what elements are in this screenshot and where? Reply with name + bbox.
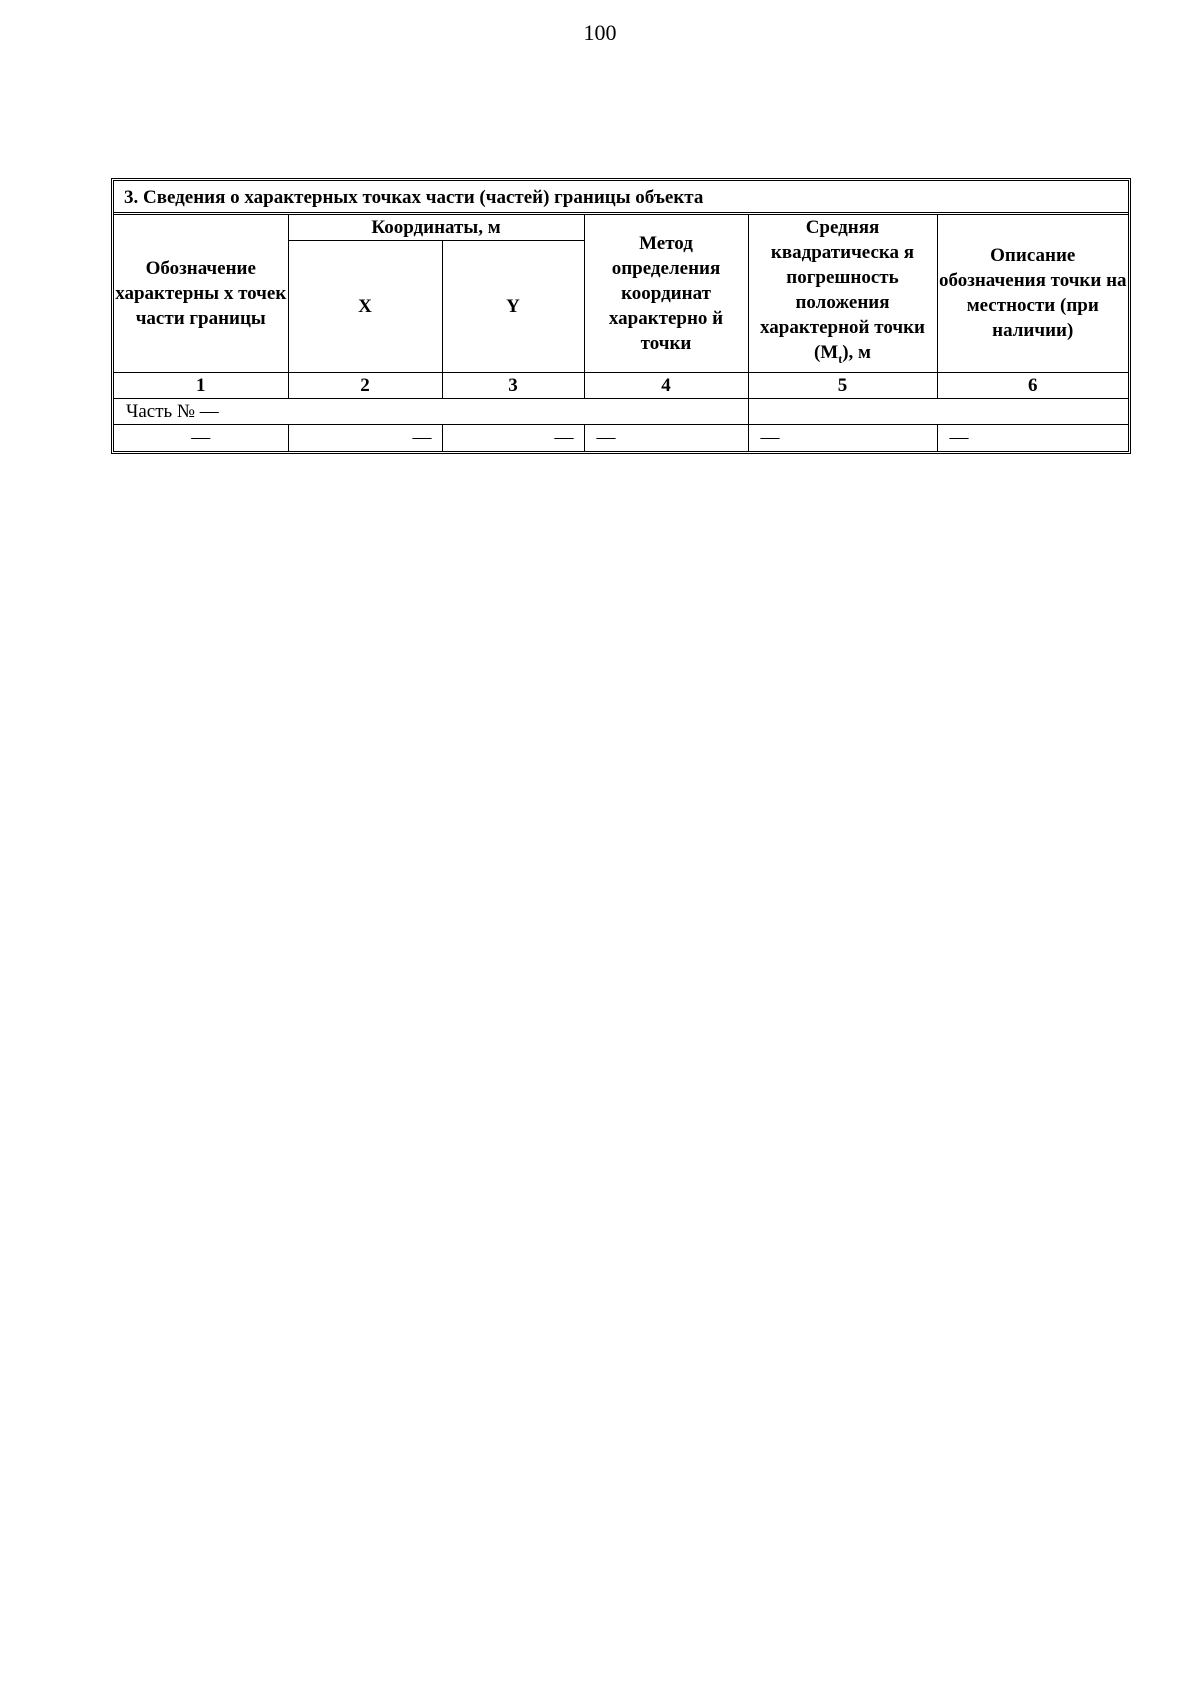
cell-y: — [442,424,584,451]
part-row [114,398,1128,424]
table-row [114,424,1128,451]
cell-x: — [288,424,442,451]
part-label: Часть № — [114,398,748,424]
header-method: Метод определения координат характерно й точки [584,215,748,372]
points-table [114,215,1128,451]
header-y: Y [442,241,584,373]
cell-point: — [114,424,288,451]
header-x: X [288,241,442,373]
section-title: 3. Сведения о характерных точках части (частей) границы объекта [114,181,1128,215]
points-section [111,178,1131,454]
column-number: 4 [584,372,748,398]
cell-accuracy: — [748,424,937,451]
header-description: Описание обозначения точки на местности (при наличии) [937,215,1128,372]
cell-description: — [937,424,1128,451]
page-number: 100 [583,20,617,45]
column-number: 1 [114,372,288,398]
header-point-designation: Обозначение характерны х точек части границы [114,215,288,372]
header-coordinates: Координаты, м [288,215,584,241]
header-accuracy: Средняя квадратическа я погрешность положения характерной точки $(M_t)$, м [748,215,937,372]
column-number: 3 [442,372,584,398]
header-row-1 [114,215,1128,241]
column-number: 2 [288,372,442,398]
cell-method: — [584,424,748,451]
column-number: 6 [937,372,1128,398]
column-number: 5 [748,372,937,398]
part-empty-cell [748,398,1128,424]
column-number-row [114,372,1128,398]
